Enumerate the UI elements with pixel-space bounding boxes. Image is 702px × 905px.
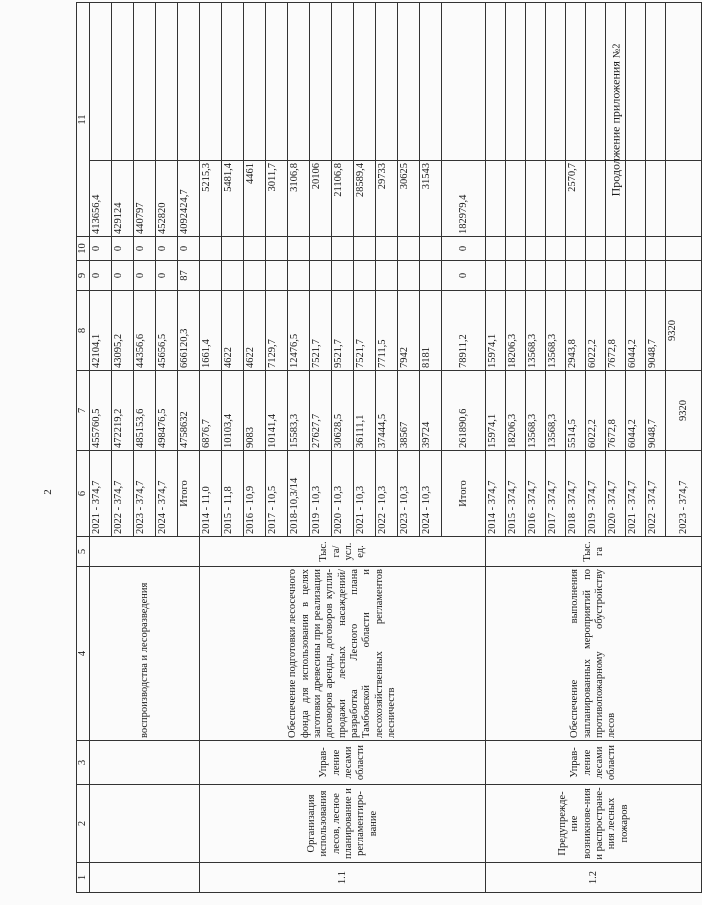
- cell-total: 13568,3: [526, 371, 546, 451]
- cell-blank: [134, 3, 156, 161]
- cell-federal: 7942: [398, 291, 420, 371]
- cell-regional: [200, 261, 222, 291]
- cell-blank: [420, 3, 442, 161]
- cell-regional: [420, 261, 442, 291]
- cell-activity: воспроизводства и лесоразведения: [90, 567, 200, 741]
- cell-extra: 21106,8: [332, 161, 354, 237]
- cell-extra: 30625: [398, 161, 420, 237]
- cell-regional: [266, 261, 288, 291]
- cell-total: 4758632: [178, 371, 200, 451]
- cell-federal: 4622: [222, 291, 244, 371]
- cell-total: 9083: [244, 371, 266, 451]
- cell-extra: [646, 161, 666, 237]
- cell-total: 7672,8: [606, 371, 626, 451]
- cell-total: 18206,3: [506, 371, 526, 451]
- column-header-7: 7: [77, 371, 90, 451]
- cell-year: 2023 - 374,7: [134, 451, 156, 537]
- cell-year: 2024 - 374,7: [156, 451, 178, 537]
- cell-extra: [506, 161, 526, 237]
- cell-blank: [244, 3, 266, 161]
- cell-extra: [586, 161, 606, 237]
- cell-blank: [178, 3, 200, 161]
- cell-total: 6876,7: [200, 371, 222, 451]
- cell-extra: [606, 161, 626, 237]
- cell-regional: [310, 261, 332, 291]
- cell-blank: [112, 3, 134, 161]
- cell-local: [526, 237, 546, 261]
- cell-local: [646, 237, 666, 261]
- cell-extra: [526, 161, 546, 237]
- cell-federal: 44356,6: [134, 291, 156, 371]
- cell-total: 15583,3: [288, 371, 310, 451]
- cell-total: 15974,1: [486, 371, 506, 451]
- cell-extra: 3106,8: [288, 161, 310, 237]
- appendix-number: №2: [611, 43, 623, 59]
- cell-year: 2016 - 374,7: [526, 451, 546, 537]
- cell-year: 2014 - 374,7: [486, 451, 506, 537]
- cell-total: 38567: [398, 371, 420, 451]
- cell-extra: [486, 161, 506, 237]
- cell-local: 0: [156, 237, 178, 261]
- table-row: [77, 3, 90, 893]
- cell-blank: [666, 3, 702, 161]
- table-row: [486, 3, 506, 893]
- cell-federal: 666120,3: [178, 291, 200, 371]
- cell-extra: 20106: [310, 161, 332, 237]
- executor: Управ-ление лесами области: [486, 741, 702, 785]
- cell-regional: [288, 261, 310, 291]
- cell-blank: [442, 3, 486, 161]
- budget-table: [76, 2, 702, 893]
- cell-total: 37444,5: [376, 371, 398, 451]
- cell-blank: [546, 3, 566, 161]
- cell-local: [398, 237, 420, 261]
- cell-local: [486, 237, 506, 261]
- cell-total: 9048,7: [646, 371, 666, 451]
- cell-federal: 4622: [244, 291, 266, 371]
- cell-blank: [526, 3, 546, 161]
- cell-blank: [288, 3, 310, 161]
- cell-blank: [90, 3, 112, 161]
- continuation-text: Продолжение приложения: [608, 61, 623, 197]
- cell-blank: [332, 3, 354, 161]
- measure-name: Организация использования лесов, лесное планирование и регламентиро-вание: [200, 785, 486, 863]
- cell-total: 455760,5: [90, 371, 112, 451]
- cell-total: 10141,4: [266, 371, 288, 451]
- cell-local: 0: [178, 237, 200, 261]
- cell-year: 2016 - 10,9: [244, 451, 266, 537]
- cell-local: [586, 237, 606, 261]
- cell-extra: 5481,4: [222, 161, 244, 237]
- cell-regional: 0: [112, 261, 134, 291]
- cell-year: 2022 - 374,7: [646, 451, 666, 537]
- cell-federal: 2943,8: [566, 291, 586, 371]
- cell-total: 6022,2: [586, 371, 606, 451]
- cell-regional: 87: [178, 261, 200, 291]
- cell-federal: 6044,2: [626, 291, 646, 371]
- cell-local: [244, 237, 266, 261]
- cell-extra: 3011,7: [266, 161, 288, 237]
- cell-federal: 15974,1: [486, 291, 506, 371]
- cell-extra: 4461: [244, 161, 266, 237]
- cell-regional: [546, 261, 566, 291]
- cell-blank: [354, 3, 376, 161]
- cell-year: 2023 - 374,7: [666, 451, 702, 537]
- column-header-4: 4: [77, 567, 90, 741]
- cell-total: 5514,5: [566, 371, 586, 451]
- cell-year: 2018 - 374,7: [566, 451, 586, 537]
- cell-year: 2020 - 10,3: [332, 451, 354, 537]
- cell-total: 13568,3: [546, 371, 566, 451]
- cell-extra: 28589,4: [354, 161, 376, 237]
- measure-name: Предупрежде-ние возникнове-ния и распростране-ния лесных пожаров: [486, 785, 702, 863]
- cell-regional: 0: [90, 261, 112, 291]
- column-header-11: 11: [77, 3, 90, 237]
- cell-local: [506, 237, 526, 261]
- cell-federal: 7711,5: [376, 291, 398, 371]
- cell-executor: [90, 741, 200, 785]
- cell-regional: [332, 261, 354, 291]
- cell-year: Итого: [442, 451, 486, 537]
- cell-total: 261890,6: [442, 371, 486, 451]
- executor: Управ-ление лесами области: [200, 741, 486, 785]
- unit: Тыс. га/ усл. ед.: [200, 537, 486, 567]
- activity-description: Обеспечение подготовки лесосечного фонда для использования в целях заготовки древесины при реализации договоров аренды, договоров купли-продажи лесных насаждений/ разработка Лесного плана Тамбовской области и лесохозяйственных регламентов лесничеств: [200, 567, 486, 741]
- cell-regional: [506, 261, 526, 291]
- cell-year: Итого: [178, 451, 200, 537]
- cell-federal: 43095,2: [112, 291, 134, 371]
- cell-regional: [586, 261, 606, 291]
- cell-blank: [266, 3, 288, 161]
- cell-year: 2019 - 10,3: [310, 451, 332, 537]
- cell-total: 39724: [420, 371, 442, 451]
- cell-regional: 0: [156, 261, 178, 291]
- cell-federal: 7521,7: [354, 291, 376, 371]
- cell-total: 36111,1: [354, 371, 376, 451]
- cell-federal: 7672,8: [606, 291, 626, 371]
- row-number: 1.2: [486, 863, 702, 893]
- cell-local: 0: [90, 237, 112, 261]
- cell-federal: 18206,3: [506, 291, 526, 371]
- cell-year: 2018-10,3/14: [288, 451, 310, 537]
- cell-year: 2020 - 374,7: [606, 451, 626, 537]
- row-number: 1.1: [200, 863, 486, 893]
- cell-regional: [526, 261, 546, 291]
- cell-local: [626, 237, 646, 261]
- cell-local: [666, 237, 702, 261]
- cell-local: 0: [112, 237, 134, 261]
- column-header-9: 9: [77, 261, 90, 291]
- cell-year: 2017 - 374,7: [546, 451, 566, 537]
- cell-blank: [626, 3, 646, 161]
- cell-blank: [156, 3, 178, 161]
- cell-blank: [486, 3, 506, 161]
- cell-federal: 7521,7: [310, 291, 332, 371]
- cell-local: [310, 237, 332, 261]
- cell-year: 2014 - 11,0: [200, 451, 222, 537]
- cell-year: 2022 - 10,3: [376, 451, 398, 537]
- cell-year: 2017 - 10,5: [266, 451, 288, 537]
- cell-name: [90, 785, 200, 863]
- cell-blank: [646, 3, 666, 161]
- column-header-5: 5: [77, 537, 90, 567]
- cell-regional: [666, 261, 702, 291]
- cell-regional: [486, 261, 506, 291]
- cell-federal: 13568,3: [546, 291, 566, 371]
- cell-local: [200, 237, 222, 261]
- cell-federal: 12476,5: [288, 291, 310, 371]
- cell-local: [222, 237, 244, 261]
- unit: Тыс. га: [486, 537, 702, 567]
- cell-extra: 29733: [376, 161, 398, 237]
- cell-local: [354, 237, 376, 261]
- cell-blank: [222, 3, 244, 161]
- cell-local: [566, 237, 586, 261]
- cell-extra: 2570,7: [566, 161, 586, 237]
- cell-blank: [310, 3, 332, 161]
- cell-local: [376, 237, 398, 261]
- cell-local: [288, 237, 310, 261]
- page-number: 2: [42, 489, 54, 495]
- cell-local: 0: [134, 237, 156, 261]
- cell-year: 2015 - 374,7: [506, 451, 526, 537]
- cell-local: [332, 237, 354, 261]
- cell-extra: 440797: [134, 161, 156, 237]
- cell-num: [90, 863, 200, 893]
- cell-extra: 4092424,7: [178, 161, 200, 237]
- cell-year: 2021 - 10,3: [354, 451, 376, 537]
- cell-blank: [376, 3, 398, 161]
- cell-blank: [586, 3, 606, 161]
- activity-description: Обеспечение выполнения запланированных мероприятий по противопожарному обустройству лесов: [486, 567, 702, 741]
- cell-local: 0: [442, 237, 486, 261]
- cell-year: 2022 - 374,7: [112, 451, 134, 537]
- cell-year: 2015 - 11,8: [222, 451, 244, 537]
- cell-total: 10103,4: [222, 371, 244, 451]
- column-header-8: 8: [77, 291, 90, 371]
- cell-year: 2023 - 10,3: [398, 451, 420, 537]
- column-header-6: 6: [77, 451, 90, 537]
- cell-unit: [90, 537, 200, 567]
- cell-year: 2024 - 10,3: [420, 451, 442, 537]
- cell-regional: 0: [442, 261, 486, 291]
- cell-total: 485153,6: [134, 371, 156, 451]
- cell-federal: 45656,5: [156, 291, 178, 371]
- cell-federal: 9521,7: [332, 291, 354, 371]
- column-header-1: 1: [77, 863, 90, 893]
- cell-federal: 6022,2: [586, 291, 606, 371]
- cell-total: 9320: [666, 371, 702, 451]
- cell-total: 472219,2: [112, 371, 134, 451]
- cell-year: 2019 - 374,7: [586, 451, 606, 537]
- cell-regional: [626, 261, 646, 291]
- cell-extra: [626, 161, 646, 237]
- cell-local: [606, 237, 626, 261]
- cell-regional: [376, 261, 398, 291]
- cell-year: 2021 - 374,7: [626, 451, 646, 537]
- table-row: [90, 3, 112, 893]
- cell-federal: 13568,3: [526, 291, 546, 371]
- cell-total: 27627,7: [310, 371, 332, 451]
- cell-blank: [398, 3, 420, 161]
- cell-federal: 1661,4: [200, 291, 222, 371]
- cell-regional: [354, 261, 376, 291]
- column-header-2: 2: [77, 785, 90, 863]
- cell-local: [546, 237, 566, 261]
- cell-federal: 7129,7: [266, 291, 288, 371]
- cell-federal: 8181: [420, 291, 442, 371]
- cell-regional: [646, 261, 666, 291]
- cell-total: 30628,5: [332, 371, 354, 451]
- cell-year: 2021 - 374,7: [90, 451, 112, 537]
- cell-regional: [222, 261, 244, 291]
- cell-federal: 78911,2: [442, 291, 486, 371]
- cell-blank: [200, 3, 222, 161]
- cell-total: 6044,2: [626, 371, 646, 451]
- cell-total: 498476,5: [156, 371, 178, 451]
- cell-blank: [606, 3, 626, 161]
- cell-regional: [244, 261, 266, 291]
- cell-regional: [398, 261, 420, 291]
- cell-blank: [506, 3, 526, 161]
- cell-extra: 429124: [112, 161, 134, 237]
- cell-local: [266, 237, 288, 261]
- column-header-3: 3: [77, 741, 90, 785]
- cell-regional: [566, 261, 586, 291]
- cell-federal: 42104,1: [90, 291, 112, 371]
- cell-extra: 413656,4: [90, 161, 112, 237]
- cell-regional: 0: [134, 261, 156, 291]
- cell-federal: 9048,7: [646, 291, 666, 371]
- cell-blank: [566, 3, 586, 161]
- column-header-10: 10: [77, 237, 90, 261]
- cell-extra: [546, 161, 566, 237]
- cell-regional: [606, 261, 626, 291]
- table-row: [200, 3, 222, 893]
- cell-extra: 182979,4: [442, 161, 486, 237]
- cell-extra: 5215,3: [200, 161, 222, 237]
- cell-extra: [666, 161, 702, 237]
- cell-federal: 9320: [666, 291, 702, 371]
- cell-extra: 31543: [420, 161, 442, 237]
- cell-local: [420, 237, 442, 261]
- cell-extra: 452820: [156, 161, 178, 237]
